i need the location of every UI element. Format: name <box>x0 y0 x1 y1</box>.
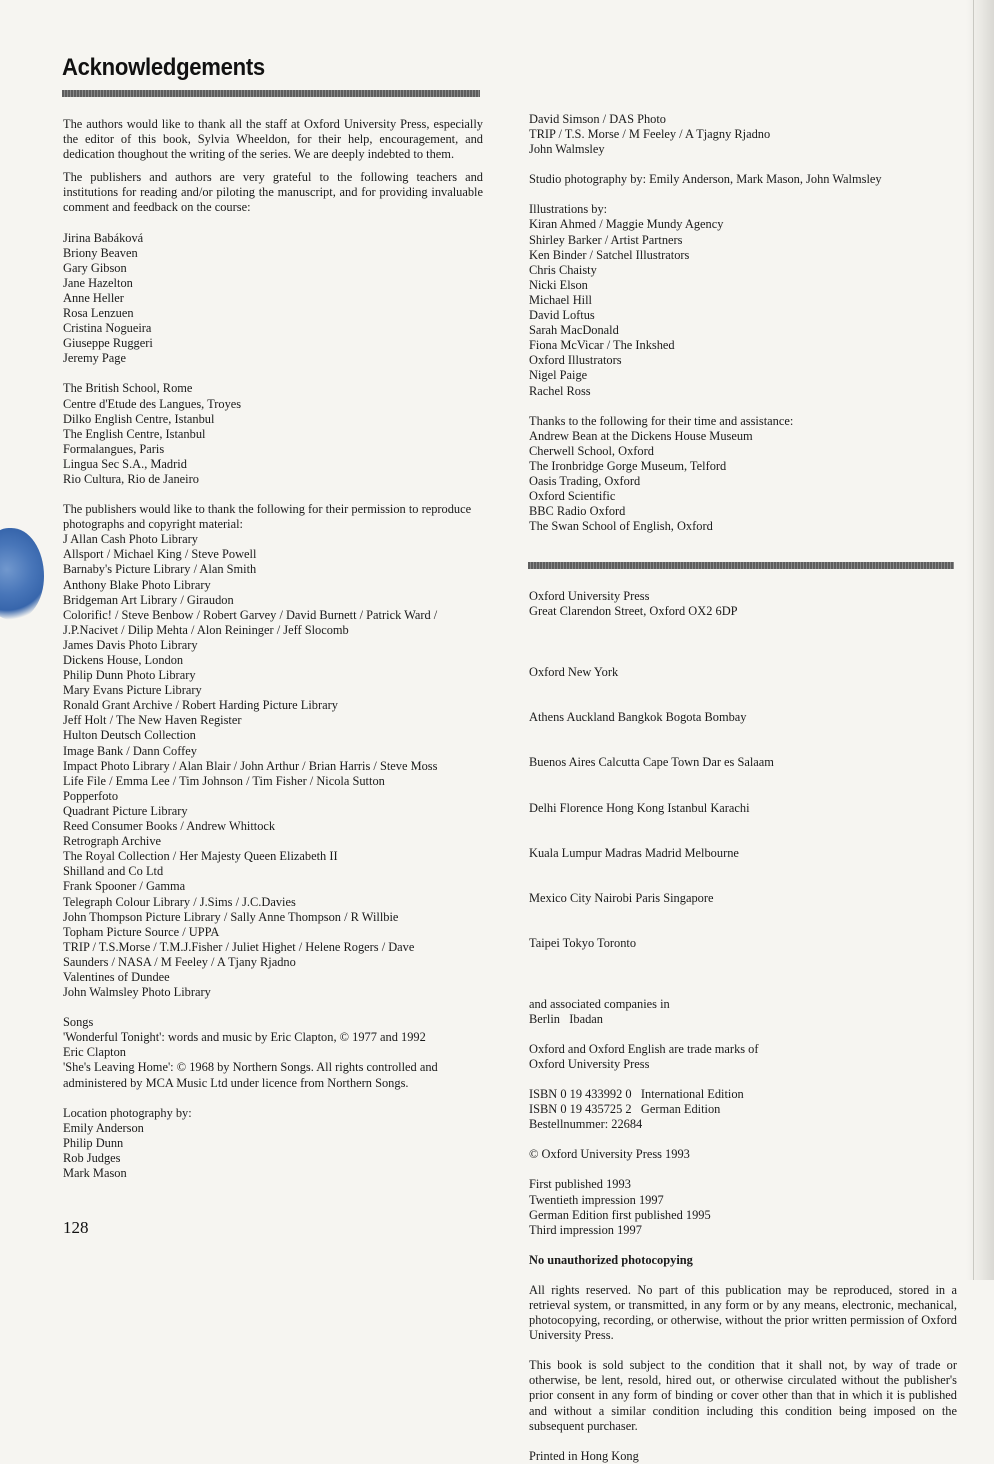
songs-heading: Songs <box>63 1015 94 1030</box>
list-item: Oxford Scientific <box>529 489 616 504</box>
publication-history: Third impression 1997 <box>529 1222 642 1237</box>
list-item: Hulton Deutsch Collection <box>63 728 196 743</box>
list-item: Centre d'Etude des Langues, Troyes <box>63 396 242 411</box>
blue-ink-smudge <box>0 528 44 620</box>
title-rule <box>62 90 480 97</box>
list-item: John Thompson Picture Library / Sally Anne Thompson / R Willbie <box>63 909 399 924</box>
page-edge <box>966 0 994 1280</box>
page-title: Acknowledgements <box>62 54 265 81</box>
list-item: Cristina Nogueira <box>63 321 152 336</box>
location-heading: Location photography by: <box>63 1105 192 1120</box>
list-item: Dilko English Centre, Istanbul <box>63 411 215 426</box>
list-item: Cherwell School, Oxford <box>529 443 654 458</box>
list-item: The Swan School of English, Oxford <box>529 519 713 534</box>
list-item: David Simson / DAS Photo <box>529 112 667 126</box>
list-item: James Davis Photo Library <box>63 637 198 652</box>
condition-paragraph: This book is sold subject to the condition that it shall not, by way of trade or otherwise, be lent, resold, hired out, or otherwise circulated without the publisher's prior consent in any form of binding or cover other than that in which it is published and without a similar condition including this condition being imposed on the subsequent purchaser. <box>529 1358 957 1433</box>
list-item: Ken Binder / Satchel Illustrators <box>529 247 690 262</box>
song-credit-line: Eric Clapton <box>63 1045 126 1060</box>
list-item: Michael Hill <box>529 292 592 307</box>
city-line: Athens Auckland Bangkok Bogota Bombay <box>529 710 747 724</box>
list-item: Oasis Trading, Oxford <box>529 473 641 488</box>
list-item: J Allan Cash Photo Library <box>63 532 198 547</box>
list-item: Philip Dunn Photo Library <box>63 668 196 683</box>
city-line: Oxford New York <box>529 664 619 679</box>
institutions-list <box>63 381 483 487</box>
list-item: Impact Photo Library / Alan Blair / John Arthur / Brian Harris / Steve Moss <box>63 758 438 773</box>
list-item: Topham Picture Source / UPPA <box>63 924 220 939</box>
left-column <box>63 117 483 1181</box>
list-item: Dickens House, London <box>63 653 184 667</box>
photo-credits-list <box>63 532 483 1000</box>
list-item: The Royal Collection / Her Majesty Queen Elizabeth II <box>63 849 338 864</box>
thanks-list <box>529 429 957 535</box>
list-item: Formalangues, Paris <box>63 441 165 456</box>
list-item: Jane Hazelton <box>63 275 133 290</box>
illustrations-heading: Illustrations by: <box>529 202 608 217</box>
list-item: Mark Mason <box>63 1166 127 1180</box>
city-line: Delhi Florence Hong Kong Istanbul Karachi <box>529 800 750 815</box>
trademark-line: Oxford and Oxford English are trade marks of <box>529 1041 759 1056</box>
permission-intro: The publishers would like to thank the following for their permission to reproduce photographs and copyright material: <box>63 502 472 532</box>
list-item: The British School, Rome <box>63 381 193 396</box>
list-item: Bridgeman Art Library / Giraudon <box>63 592 234 607</box>
list-item: Oxford Illustrators <box>529 353 622 368</box>
list-item: Chris Chaisty <box>529 262 597 277</box>
list-item: John Walmsley Photo Library <box>63 985 211 1000</box>
intro-paragraph-publishers: The publishers and authors are very grateful to the following teachers and institutions for reading and/or piloting the manuscript, and for providing invaluable comment and feedback on the course: <box>63 170 483 215</box>
list-item: Telegraph Colour Library / J.Sims / J.C.Davies <box>63 894 296 909</box>
list-item: Jeremy Page <box>63 351 126 366</box>
list-item: Rob Judges <box>63 1150 121 1165</box>
publisher-name: Oxford University Press <box>529 589 650 604</box>
list-item: Kiran Ahmed / Maggie Mundy Agency <box>529 217 724 232</box>
list-item: BBC Radio Oxford <box>529 504 626 519</box>
publisher-address: Great Clarendon Street, Oxford OX2 6DP <box>529 604 738 619</box>
list-item: Image Bank / Dann Coffey <box>63 743 197 758</box>
publication-history: Twentieth impression 1997 <box>529 1192 664 1207</box>
list-item: John Walmsley <box>529 142 605 157</box>
page-number: 128 <box>63 1218 89 1237</box>
list-item: The English Centre, Istanbul <box>63 426 206 441</box>
intro-paragraph-authors: The authors would like to thank all the staff at Oxford University Press, especially the editor of this book, Sylvia Wheeldon, for their help, encouragement, and dedication thoughout the writing of the series. We are deeply indebted to them. <box>63 117 483 162</box>
teachers-list <box>63 231 483 367</box>
list-item: Retrograph Archive <box>63 834 162 849</box>
list-item: Jirina Babáková <box>63 230 144 245</box>
list-item: Rosa Lenzuen <box>63 306 134 321</box>
song-credit-line: 'Wonderful Tonight': words and music by Eric Clapton, © 1977 and 1992 <box>63 1030 426 1045</box>
isbn-line: ISBN 0 19 433992 0 International Edition <box>529 1087 744 1102</box>
list-item: Ronald Grant Archive / Robert Harding Picture Library <box>63 698 338 713</box>
rights-paragraph: All rights reserved. No part of this publication may be reproduced, stored in a retrieval system, or transmitted, in any form or by any means, electronic, mechanical, photocopying, recording, or otherwise, without the prior written permission of Oxford University Press. <box>529 1282 957 1343</box>
list-item: Jeff Holt / The New Haven Register <box>63 713 242 728</box>
order-number: Bestellnummer: 22684 <box>529 1117 643 1132</box>
list-item: Anne Heller <box>63 290 124 305</box>
page-edge-line <box>973 0 974 1280</box>
list-item: Popperfoto <box>63 788 119 803</box>
list-item: Shilland and Co Ltd <box>63 864 164 879</box>
list-item: Gary Gibson <box>63 260 127 275</box>
list-item: Philip Dunn <box>63 1135 124 1150</box>
list-item: Nigel Paige <box>529 368 588 383</box>
list-item: Lingua Sec S.A., Madrid <box>63 456 187 471</box>
list-item: Shirley Barker / Artist Partners <box>529 232 683 247</box>
list-item: Frank Spooner / Gamma <box>63 879 186 894</box>
list-item: Colorific! / Steve Benbow / Robert Garvey / David Burnett / Patrick Ward / <box>63 607 438 622</box>
city-line: Buenos Aires Calcutta Cape Town Dar es Salaam <box>529 755 774 770</box>
copyright-notice: © Oxford University Press 1993 <box>529 1147 690 1162</box>
list-item: J.P.Nacivet / Dilip Mehta / Alon Reininger / Jeff Slocomb <box>63 622 349 637</box>
list-item: David Loftus <box>529 308 595 323</box>
associated-cities: Berlin Ibadan <box>529 1011 603 1026</box>
city-line: Taipei Tokyo Toronto <box>529 936 637 951</box>
list-item: Quadrant Picture Library <box>63 803 188 818</box>
list-item: Barnaby's Picture Library / Alan Smith <box>63 562 257 577</box>
list-item: Reed Consumer Books / Andrew Whittock <box>63 819 276 834</box>
list-item: Rachel Ross <box>529 383 591 398</box>
list-item: Andrew Bean at the Dickens House Museum <box>529 428 753 443</box>
cities-list <box>529 635 957 982</box>
no-photocopying-notice: No unauthorized photocopying <box>529 1252 693 1267</box>
list-item: Nicki Elson <box>529 277 588 292</box>
song-credit-line: administered by MCA Music Ltd under licence from Northern Songs. <box>63 1075 409 1090</box>
list-item: TRIP / T.S.Morse / T.M.J.Fisher / Juliet Highet / Helene Rogers / Dave <box>63 939 415 954</box>
list-item: Briony Beaven <box>63 245 138 260</box>
right-column <box>529 112 957 1464</box>
list-item: Allsport / Michael King / Steve Powell <box>63 547 257 562</box>
printed-in: Printed in Hong Kong <box>529 1448 639 1463</box>
trademark-line: Oxford University Press <box>529 1056 650 1071</box>
list-item: Fiona McVicar / The Inkshed <box>529 338 675 353</box>
list-item: TRIP / T.S. Morse / M Feeley / A Tjagny Rjadno <box>529 127 771 142</box>
list-item: Mary Evans Picture Library <box>63 683 202 698</box>
isbn-line: ISBN 0 19 435725 2 German Edition <box>529 1102 721 1117</box>
list-item: Rio Cultura, Rio de Janeiro <box>63 471 199 486</box>
list-item: Saunders / NASA / M Feeley / A Tjany Rjadno <box>63 954 296 969</box>
list-item: Anthony Blake Photo Library <box>63 577 211 592</box>
song-credit-line: 'She's Leaving Home': © 1968 by Northern Songs. All rights controlled and <box>63 1060 438 1075</box>
illustrations-list <box>529 217 957 398</box>
city-line: Mexico City Nairobi Paris Singapore <box>529 891 714 906</box>
list-item: Giuseppe Ruggeri <box>63 336 153 351</box>
list-item: Emily Anderson <box>63 1120 144 1135</box>
publication-history: German Edition first published 1995 <box>529 1207 711 1222</box>
list-item: The Ironbridge Gorge Museum, Telford <box>529 458 727 473</box>
thanks-heading: Thanks to the following for their time and assistance: <box>529 413 794 428</box>
associated-companies: and associated companies in <box>529 996 670 1011</box>
studio-photography: Studio photography by: Emily Anderson, Mark Mason, John Walmsley <box>529 172 882 187</box>
publication-history: First published 1993 <box>529 1177 631 1192</box>
list-item: Valentines of Dundee <box>63 969 170 984</box>
city-line: Kuala Lumpur Madras Madrid Melbourne <box>529 845 739 860</box>
list-item: Sarah MacDonald <box>529 323 619 338</box>
list-item: Life File / Emma Lee / Tim Johnson / Tim Fisher / Nicola Sutton <box>63 773 385 788</box>
